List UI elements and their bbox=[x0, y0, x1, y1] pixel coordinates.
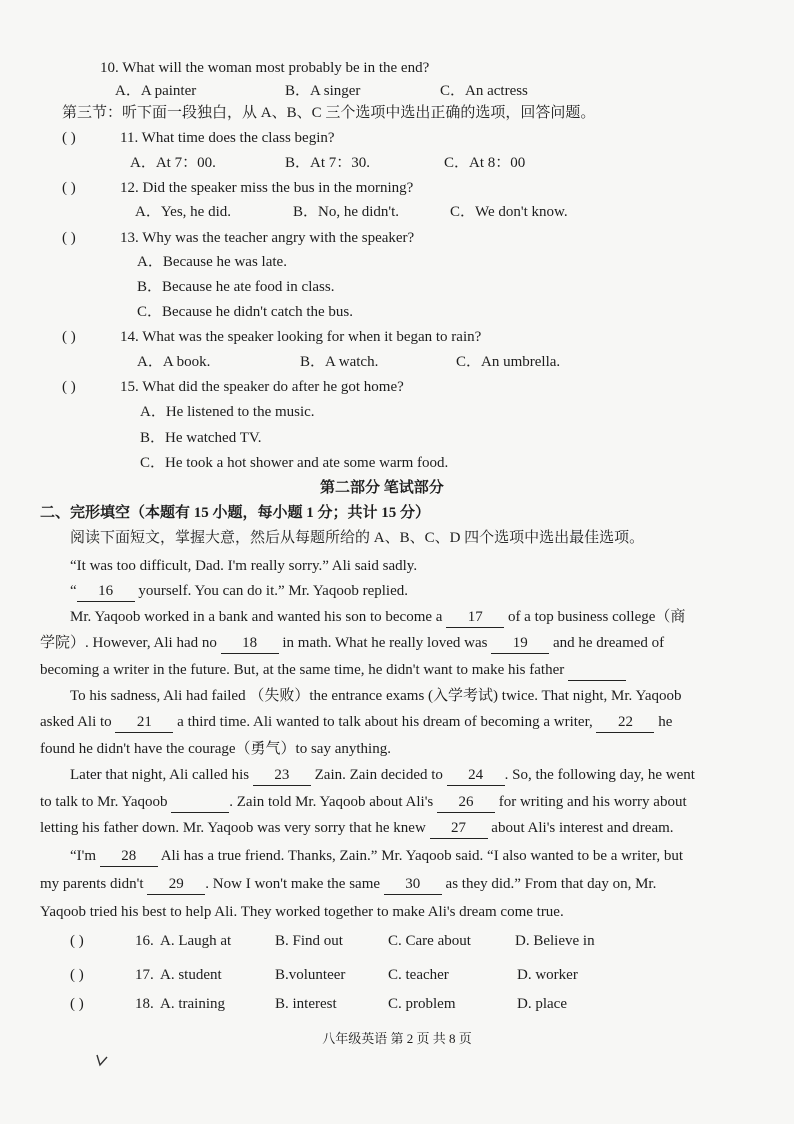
answer-paren[interactable]: ( ) bbox=[62, 329, 76, 345]
q10-option-a: A．A painter bbox=[115, 83, 197, 99]
text: 学院）. However, Ali had no bbox=[40, 635, 221, 651]
answer-paren[interactable]: ( ) bbox=[62, 180, 76, 196]
blank-26[interactable]: 26 bbox=[437, 792, 495, 813]
text: “I'm bbox=[70, 848, 100, 864]
q13-option-b: B．Because he ate food in class. bbox=[137, 279, 335, 295]
question-text: 11. What time does the class begin? bbox=[120, 130, 335, 146]
text: as they did.” From that day on, Mr. bbox=[441, 876, 657, 892]
q12-option-b: B．No, he didn't. bbox=[293, 204, 400, 220]
q13-option-c: C．Because he didn't catch the bus. bbox=[137, 304, 353, 320]
passage-line bbox=[70, 765, 695, 786]
question-13 bbox=[62, 228, 414, 248]
written-part-title: 第二部分 笔试部分 bbox=[320, 480, 444, 496]
question-text: 12. Did the speaker miss the bus in the morning? bbox=[120, 180, 414, 196]
question-11 bbox=[62, 128, 335, 148]
blank-21[interactable]: 21 bbox=[115, 712, 173, 733]
text: . Now I won't make the same bbox=[205, 876, 384, 892]
text: of a top business college（商 bbox=[504, 609, 686, 625]
blank-23[interactable]: 23 bbox=[253, 765, 311, 786]
blank-19[interactable]: 19 bbox=[491, 633, 549, 654]
text: letting his father down. Mr. Yaqoob was very sorry that he knew bbox=[40, 820, 430, 836]
answer-paren[interactable]: ( ) bbox=[62, 379, 76, 395]
text: Ali has a true friend. Thanks, Zain.” Mr. Yaqoob said. “I also wanted to be a writer, but bbox=[157, 848, 684, 864]
blank-29[interactable]: 29 bbox=[147, 874, 205, 895]
q15-option-a: A．He listened to the music. bbox=[140, 404, 315, 420]
text: yourself. You can do it.” Mr. Yaqoob replied. bbox=[134, 583, 408, 599]
text: he bbox=[654, 714, 673, 730]
text: for writing and his worry about bbox=[494, 794, 687, 810]
q10-option-c: C．An actress bbox=[440, 83, 528, 99]
answer-paren[interactable]: ( ) bbox=[62, 230, 76, 246]
cloze-instructions: 阅读下面短文，掌握大意，然后从每题所给的 A、B、C、D 四个选项中选出最佳选项。 bbox=[70, 530, 645, 546]
passage-line: To his sadness, Ali had failed （失败）the entrance exams (入学考试) twice. That night, Mr. Yaqoob bbox=[70, 688, 682, 704]
blank-22[interactable]: 22 bbox=[596, 712, 654, 733]
q17-number: 17. bbox=[135, 967, 154, 983]
q17-option-b: B.volunteer bbox=[275, 967, 346, 983]
blank-16[interactable]: 16 bbox=[77, 581, 135, 602]
question-12 bbox=[62, 178, 413, 198]
text: Mr. Yaqoob worked in a bank and wanted his son to become a bbox=[70, 609, 447, 625]
text: to talk to Mr. Yaqoob bbox=[40, 794, 172, 810]
blank-30[interactable]: 30 bbox=[384, 874, 442, 895]
page-footer: 八年级英语 第 2 页 共 8 页 bbox=[322, 1031, 472, 1046]
q15-option-b: B．He watched TV. bbox=[140, 430, 262, 446]
blank-25[interactable] bbox=[171, 792, 229, 813]
text: a third time. Ali wanted to talk about his dream of becoming a writer, bbox=[173, 714, 597, 730]
q16-number: 16. bbox=[135, 933, 154, 949]
question-text: 13. Why was the teacher angry with the speaker? bbox=[120, 230, 415, 246]
q14-option-b: B．A watch. bbox=[300, 354, 379, 370]
answer-paren[interactable]: ( ) bbox=[70, 967, 84, 983]
text: Later that night, Ali called his bbox=[70, 767, 253, 783]
q18-option-d: D. place bbox=[517, 996, 567, 1012]
text: and he dreamed of bbox=[549, 635, 665, 651]
passage-line bbox=[40, 818, 674, 839]
text: about Ali's interest and dream. bbox=[487, 820, 674, 836]
question-14 bbox=[62, 327, 481, 347]
q11-option-a: A．At 7：00. bbox=[130, 155, 216, 171]
passage-line: Yaqoob tried his best to help Ali. They worked together to make Ali's dream come true. bbox=[40, 904, 564, 920]
passage-line bbox=[70, 607, 685, 628]
q12-option-c: C．We don't know. bbox=[450, 204, 568, 220]
blank-20[interactable] bbox=[568, 660, 626, 681]
passage-line bbox=[40, 874, 656, 895]
q10-option-b: B．A singer bbox=[285, 83, 361, 99]
blank-18[interactable]: 18 bbox=[221, 633, 279, 654]
question-10: 10. What will the woman most probably be in the end? bbox=[100, 60, 430, 76]
passage-line bbox=[70, 846, 683, 867]
passage-line bbox=[40, 712, 672, 733]
passage-line: “It was too difficult, Dad. I'm really sorry.” Ali said sadly. bbox=[70, 558, 418, 574]
text: “ bbox=[70, 583, 77, 599]
text: in math. What he really loved was bbox=[278, 635, 492, 651]
section-3-title: 第三节：听下面一段独白，从 A、B、C 三个选项中选出正确的选项，回答问题。 bbox=[62, 105, 596, 121]
answer-paren[interactable]: ( ) bbox=[62, 130, 76, 146]
q16-option-b: B. Find out bbox=[275, 933, 343, 949]
blank-28[interactable]: 28 bbox=[100, 846, 158, 867]
question-text: 15. What did the speaker do after he got home? bbox=[120, 379, 404, 395]
q18-option-b: B. interest bbox=[275, 996, 337, 1012]
q17-option-c: C. teacher bbox=[388, 967, 449, 983]
q14-option-c: C．An umbrella. bbox=[456, 354, 561, 370]
passage-line bbox=[40, 660, 626, 681]
q14-option-a: A．A book. bbox=[137, 354, 211, 370]
q17-option-a: A. student bbox=[160, 967, 222, 983]
q16-option-d: D. Believe in bbox=[515, 933, 595, 949]
answer-paren[interactable]: ( ) bbox=[70, 996, 84, 1012]
q18-option-a: A. training bbox=[160, 996, 225, 1012]
passage-line bbox=[40, 633, 664, 654]
passage-line bbox=[40, 792, 687, 813]
text: becoming a writer in the future. But, at the same time, he didn't want to make his father bbox=[40, 662, 568, 678]
q11-option-b: B．At 7：30. bbox=[285, 155, 371, 171]
text: . So, the following day, he went bbox=[504, 767, 695, 783]
text: my parents didn't bbox=[40, 876, 148, 892]
cloze-title: 二、完形填空（本题有 15 小题，每小题 1 分；共计 15 分） bbox=[40, 505, 431, 521]
q16-option-c: C. Care about bbox=[388, 933, 471, 949]
question-text: 14. What was the speaker looking for when it began to rain? bbox=[120, 329, 482, 345]
q18-option-c: C. problem bbox=[388, 996, 456, 1012]
text: asked Ali to bbox=[40, 714, 116, 730]
blank-17[interactable]: 17 bbox=[446, 607, 504, 628]
passage-line bbox=[70, 581, 408, 602]
q11-option-c: C．At 8：00 bbox=[444, 155, 526, 171]
q12-option-a: A．Yes, he did. bbox=[135, 204, 231, 220]
blank-27[interactable]: 27 bbox=[430, 818, 488, 839]
q16-option-a: A. Laugh at bbox=[160, 933, 232, 949]
q18-number: 18. bbox=[135, 996, 154, 1012]
q13-option-a: A．Because he was late. bbox=[137, 254, 287, 270]
q15-option-c: C．He took a hot shower and ate some warm food. bbox=[140, 455, 449, 471]
question-15 bbox=[62, 377, 404, 397]
pen-mark-icon bbox=[94, 1052, 110, 1068]
answer-paren[interactable]: ( ) bbox=[70, 933, 84, 949]
text: . Zain told Mr. Yaqoob about Ali's bbox=[229, 794, 437, 810]
passage-line: found he didn't have the courage（勇气）to say anything. bbox=[40, 741, 391, 757]
q17-option-d: D. worker bbox=[517, 967, 578, 983]
text: Zain. Zain decided to bbox=[310, 767, 447, 783]
blank-24[interactable]: 24 bbox=[447, 765, 505, 786]
